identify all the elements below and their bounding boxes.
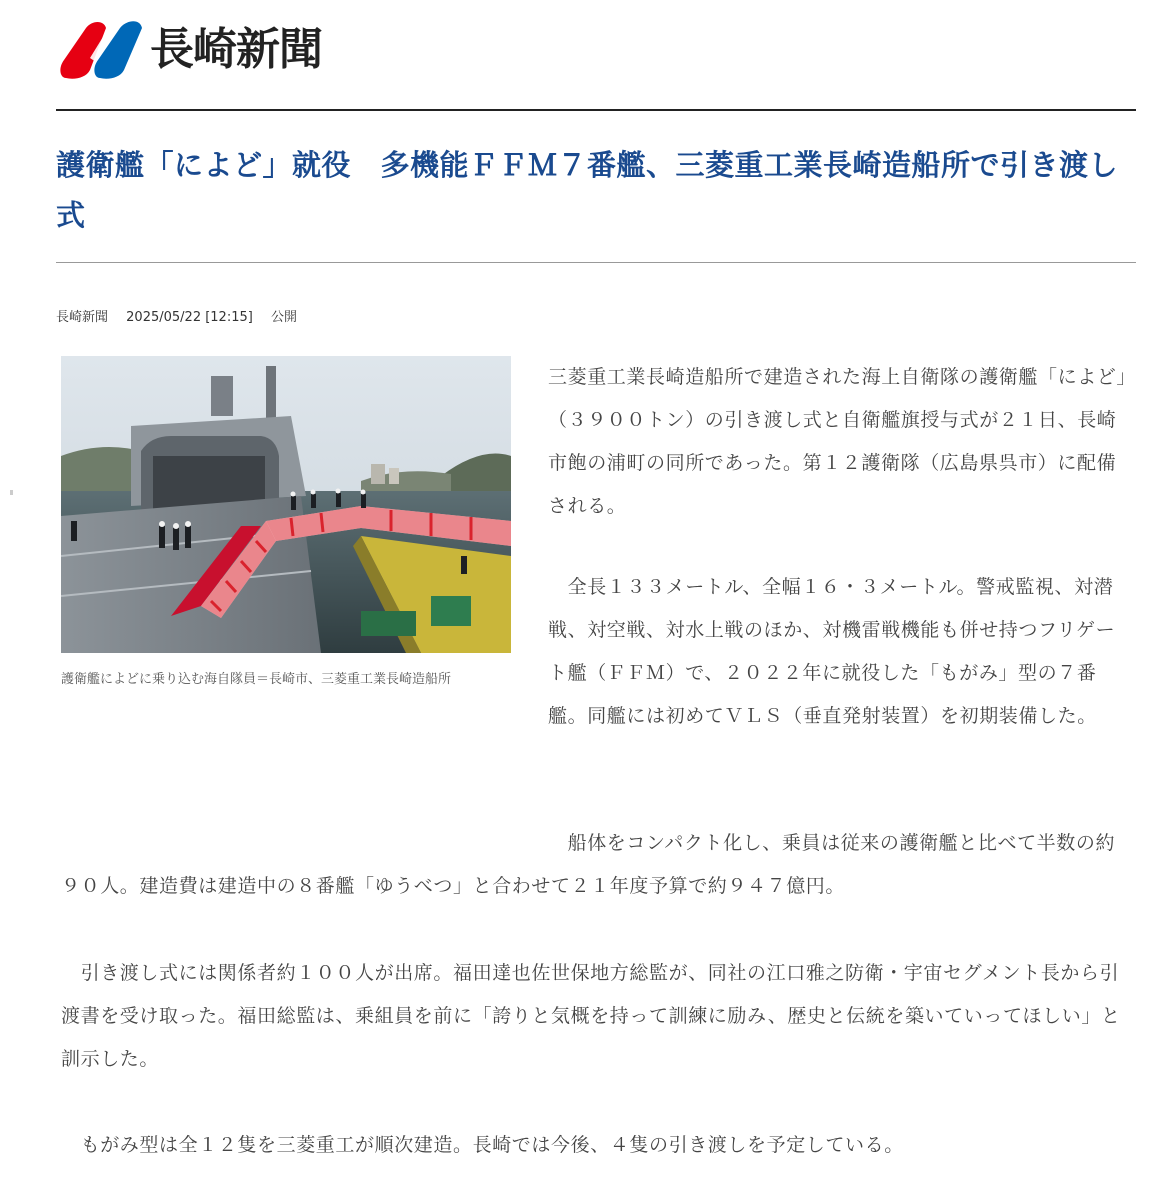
site-logo[interactable]: [60, 18, 350, 82]
article-paragraph: 引き渡し式には関係者約１００人が出席。福田達也佐世保地方総監が、同社の江口雅之防衛・宇宙セグメント長から引渡書を受け取った。福田総監は、乗組員を前に「誇りと気概を持って訓練に励み、歴史と伝統を築いていってほしい」と訓示した。: [61, 962, 1121, 1070]
logo-wordmark: 長崎新聞: [150, 24, 322, 75]
article-photo[interactable]: [61, 356, 511, 653]
article-headline: 護衛艦「によど」就役 多機能ＦＦＭ７番艦、三菱重工業長崎造船所で引き渡し式: [56, 148, 1119, 232]
article-source: 長崎新聞: [56, 310, 109, 325]
article-meta: [56, 306, 311, 325]
article-paragraph: 三菱重工業長崎造船所で建造された海上自衛隊の護衛艦「によど」（３９００トン）の引き渡し式と自衛艦旗授与式が２１日、長崎市飽の浦町の同所であった。第１２護衛隊（広島県呉市）に配備される。: [548, 366, 1127, 517]
site-header: [56, 18, 1136, 110]
article-datetime: 2025/05/22 [12:15]: [126, 310, 253, 325]
article-status: 公開: [270, 310, 297, 325]
article-paragraph: 全長１３３メートル、全幅１６・３メートル。警戒監視、対潜戦、対空戦、対水上戦のほか、対機雷戦機能も併せ持つフリゲート艦（ＦＦＭ）で、２０２２年に就役した「もがみ」型の７番艦。同艦には初めてＶＬＳ（垂直発射装置）を初期装備した。: [548, 576, 1116, 727]
article-paragraph: 船体をコンパクト化し、乗員は従来の護衛艦と比べて半数の約９０人。建造費は建造中の８番艦「ゆうべつ」と合わせて２１年度予算で約９４７億円。: [61, 832, 1116, 897]
header-divider: [56, 109, 1136, 111]
article-paragraph: もがみ型は全１２隻を三菱重工が順次建造。長崎では今後、４隻の引き渡しを予定している。: [61, 1134, 904, 1156]
headline-divider: [56, 262, 1136, 263]
photo-caption: 護衛艦によどに乗り込む海自隊員＝長崎市、三菱重工業長崎造船所: [61, 672, 452, 687]
ship-ceremony-image: [61, 356, 511, 653]
edge-marker: [10, 490, 13, 495]
logo-mark-icon: [60, 18, 146, 82]
